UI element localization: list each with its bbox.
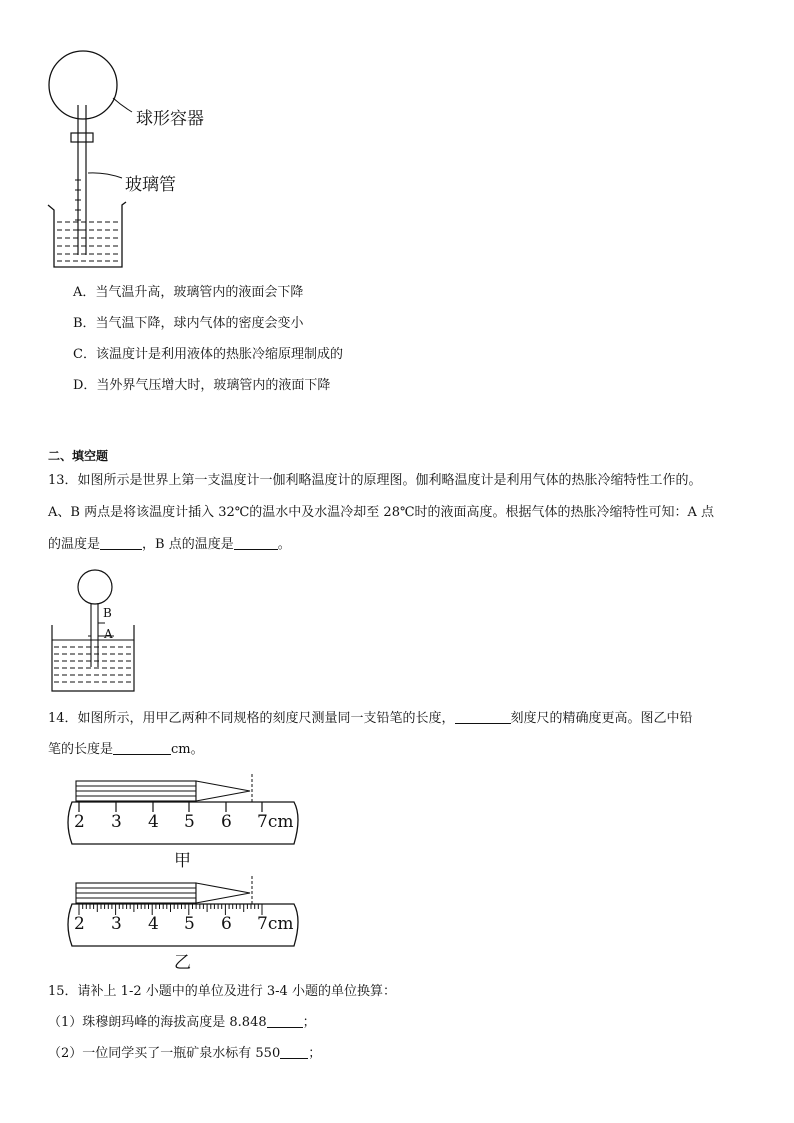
q13-line-3-part-a: 的温度是 <box>48 537 101 552</box>
ruler-yi-number-3: 3 <box>111 914 122 934</box>
q14-line-2-part-b: cm。 <box>171 742 204 757</box>
label-glass-tube: 玻璃管 <box>125 175 176 195</box>
ruler-yi-number-6: 6 <box>221 914 232 934</box>
q13-thermometer-figure <box>48 565 148 695</box>
ruler-jia-number-7cm: 7cm <box>257 812 294 832</box>
q13-line-2: A、B 两点是将该温度计插入 32℃的温水中及水温冷却至 28℃时的液面高度。根据气体的热胀冷缩特性可知：A 点 <box>48 505 715 520</box>
q13-label-b: B <box>103 606 112 620</box>
q14-blank-b[interactable] <box>113 740 171 755</box>
q12-option-c: C．该温度计是利用液体的热胀冷缩原理制成的 <box>73 347 343 362</box>
q12-option-a: A．当气温升高，玻璃管内的液面会下降 <box>73 285 304 300</box>
ruler-yi-number-2: 2 <box>74 914 85 934</box>
q13-blank-a[interactable] <box>100 535 142 550</box>
ruler-yi-caption: 乙 <box>174 953 191 973</box>
q13-label-a: A <box>104 627 113 641</box>
ruler-jia-number-2: 2 <box>74 812 85 832</box>
q13-line-3 <box>48 535 291 555</box>
q14-line-1-part-b: 刻度尺的精确度更高。图乙中铅 <box>510 711 693 726</box>
label-sphere-container: 球形容器 <box>136 109 204 129</box>
q14-line-1-part-a: 14．如图所示，用甲乙两种不同规格的刻度尺测量同一支铅笔的长度， <box>48 711 455 726</box>
q13-line-3-part-b: ，B 点的温度是 <box>142 537 234 552</box>
q15-item-1-text: （1）珠穆朗玛峰的海拔高度是 8.848 <box>48 1015 267 1030</box>
q15-item-1-end: ； <box>302 1015 316 1030</box>
q15-blank-1[interactable] <box>267 1013 303 1028</box>
q13-line-1: 13．如图所示是世界上第一支温度计一伽利略温度计的原理图。伽利略温度计是利用气体的热胀冷缩特性工作的。 <box>48 473 702 488</box>
q12-option-b: B．当气温下降，球内气体的密度会变小 <box>73 316 304 331</box>
q13-blank-b[interactable] <box>234 535 278 550</box>
q14-line-2-part-a: 笔的长度是 <box>48 742 114 757</box>
q15-item-2 <box>48 1044 321 1064</box>
q15-item-2-text: （2）一位同学买了一瓶矿泉水标有 550 <box>48 1046 281 1061</box>
q14-line-1 <box>48 709 693 729</box>
q15-item-2-end: ； <box>308 1046 322 1061</box>
q15-intro: 15．请补上 1-2 小题中的单位及进行 3-4 小题的单位换算： <box>48 984 396 999</box>
q14-line-2 <box>48 740 204 760</box>
ruler-jia-number-4: 4 <box>148 812 159 832</box>
q12-thermometer-figure <box>40 40 240 280</box>
ruler-jia-caption: 甲 <box>174 851 191 871</box>
ruler-jia-number-6: 6 <box>221 812 232 832</box>
q15-item-1 <box>48 1013 316 1033</box>
section-title: 二、填空题 <box>48 449 109 463</box>
ruler-jia-number-3: 3 <box>111 812 122 832</box>
q15-blank-2[interactable] <box>280 1044 308 1059</box>
q14-blank-a[interactable] <box>455 709 511 724</box>
q13-line-3-part-c: 。 <box>277 537 291 552</box>
ruler-yi-number-5: 5 <box>184 914 195 934</box>
ruler-yi-number-7cm: 7cm <box>257 914 294 934</box>
ruler-yi-number-4: 4 <box>148 914 159 934</box>
q12-option-d: D．当外界气压增大时，玻璃管内的液面下降 <box>73 378 331 393</box>
ruler-jia-number-5: 5 <box>184 812 195 832</box>
